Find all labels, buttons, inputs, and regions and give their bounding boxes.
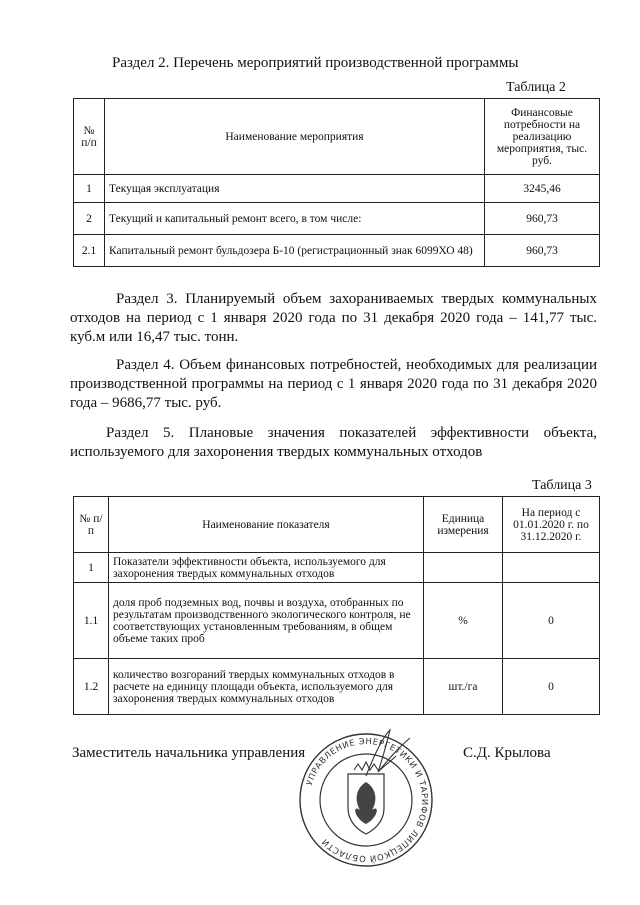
table3-cell-unit: %	[424, 583, 503, 659]
table-row	[74, 659, 600, 715]
table2-header-name: Наименование мероприятия	[105, 99, 485, 175]
table2-cell-num: 2.1	[74, 235, 105, 267]
table2-header-num: № п/п	[74, 99, 105, 175]
table3-cell-name: Показатели эффективности объекта, используемого для захоронения твердых коммунальных отходов	[109, 553, 424, 583]
table3-header-num: № п/п	[74, 497, 109, 553]
table2-header-finance: Финансовые потребности на реализацию мероприятия, тыс. руб.	[485, 99, 600, 175]
table2-label: Таблица 2	[506, 80, 566, 95]
section2-heading: Раздел 2. Перечень мероприятий производственной программы	[112, 55, 519, 71]
table2-cell-value: 3245,46	[485, 175, 600, 203]
table3-cell-name: количество возгораний твердых коммунальных отходов в расчете на единицу площади объекта, используемого для захоронения твердых коммунальных отходов	[109, 659, 424, 715]
table3-cell-unit	[424, 553, 503, 583]
table3-cell-num: 1.2	[74, 659, 109, 715]
table3-label: Таблица 3	[532, 478, 592, 493]
table-row	[74, 175, 600, 203]
table-row	[74, 235, 600, 267]
seal-text: УПРАВЛЕНИЕ ЭНЕРГЕТИКИ И ТАРИФОВ ЛИПЕЦКОЙ ОБЛАСТИ	[304, 735, 431, 865]
table-row	[74, 553, 600, 583]
table3	[73, 496, 600, 715]
table3-cell-value: 0	[503, 659, 600, 715]
section3-paragraph: Раздел 3. Планируемый объем захораниваемых твердых коммунальных отходов на период с 1 января 2020 года по 31 декабря 2020 года – 141,77 тыс. куб.м или 16,47 тыс. тонн.	[70, 291, 597, 345]
table3-cell-name: доля проб подземных вод, почвы и воздуха, отобранных по результатам производственного экологического контроля, не соответствующих установленным требованиям, в общем объеме таких проб	[109, 583, 424, 659]
table2-cell-name: Капитальный ремонт бульдозера Б-10 (регистрационный знак 6099ХО 48)	[105, 235, 485, 267]
table3-cell-unit: шт./га	[424, 659, 503, 715]
table3-cell-value	[503, 553, 600, 583]
table3-cell-num: 1	[74, 553, 109, 583]
signature-name: С.Д. Крылова	[463, 745, 551, 761]
table2	[73, 98, 600, 267]
table-row	[74, 583, 600, 659]
table2-cell-value: 960,73	[485, 203, 600, 235]
table3-cell-value: 0	[503, 583, 600, 659]
signature-position: Заместитель начальника управления	[72, 745, 306, 761]
table2-cell-name: Текущая эксплуатация	[105, 175, 485, 203]
table2-cell-num: 1	[74, 175, 105, 203]
coat-of-arms-icon	[348, 762, 384, 834]
table-row	[74, 203, 600, 235]
section4-paragraph: Раздел 4. Объем финансовых потребностей, необходимых для реализации производственной программы на период с 1 января 2020 года по 31 декабря 2020 года – 9686,77 тыс. руб.	[70, 357, 597, 411]
table2-cell-num: 2	[74, 203, 105, 235]
table3-header-name: Наименование показателя	[109, 497, 424, 553]
table3-cell-num: 1.1	[74, 583, 109, 659]
table3-header-unit: Единица измерения	[424, 497, 503, 553]
official-seal	[296, 730, 436, 870]
section5-paragraph: Раздел 5. Плановые значения показателей эффективности объекта, используемого для захоронения твердых коммунальных отходов	[70, 425, 597, 460]
table3-header-period: На период с 01.01.2020 г. по 31.12.2020 г.	[503, 497, 600, 553]
table2-cell-value: 960,73	[485, 235, 600, 267]
table2-cell-name: Текущий и капитальный ремонт всего, в том числе:	[105, 203, 485, 235]
